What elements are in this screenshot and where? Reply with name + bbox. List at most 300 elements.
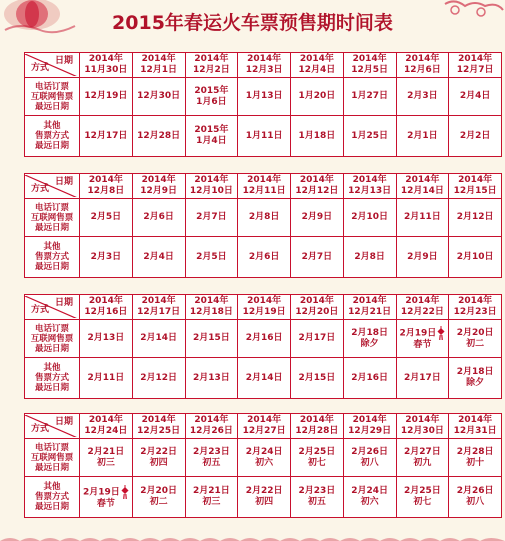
presale-date-cell	[185, 237, 238, 278]
presale-date: 2月17日	[403, 372, 441, 383]
date-header-cell	[238, 295, 291, 320]
lunar-note: 初九	[413, 457, 432, 468]
presale-date: 2月24日	[351, 486, 389, 496]
schedule-table-2	[24, 173, 502, 278]
corner-method-label: 方式	[31, 424, 50, 434]
presale-date-cell	[238, 358, 291, 399]
presale-date-cell	[185, 320, 238, 358]
presale-date: 2015年	[194, 125, 229, 135]
lunar-note: 1月6日	[196, 96, 227, 107]
presale-date-cell	[396, 78, 449, 116]
presale-date: 2月27日	[403, 446, 441, 457]
presale-date-cell	[343, 320, 396, 358]
presale-date: 2月25日	[403, 486, 441, 496]
row-label-line: 电话订票	[34, 202, 69, 213]
presale-date: 2月21日	[192, 486, 230, 496]
row-label-other-methods	[25, 477, 80, 518]
date-day: 12月5日	[351, 65, 389, 75]
row-label-phone-online	[25, 320, 80, 358]
presale-date: 2月6日	[248, 251, 280, 262]
date-day: 12月11日	[242, 186, 286, 196]
presale-date-cell	[396, 237, 449, 278]
presale-date: 1月27日	[351, 91, 389, 101]
date-day: 12月26日	[189, 426, 233, 436]
lunar-note: 初七	[307, 457, 326, 468]
date-header-cell	[80, 53, 133, 78]
presale-date-cell	[80, 358, 133, 399]
presale-date: 2月15日	[298, 372, 336, 383]
date-day: 12月18日	[189, 307, 233, 317]
row-label-line: 最远日期	[34, 343, 69, 354]
presale-date-cell	[132, 358, 185, 399]
date-year: 2014年	[141, 54, 176, 64]
presale-date: 2月18日	[456, 367, 494, 377]
schedule-grid	[24, 413, 502, 518]
date-header-cell	[238, 414, 291, 439]
presale-date: 2月1日	[407, 130, 438, 141]
date-day: 12月2日	[192, 65, 230, 75]
date-year: 2014年	[352, 296, 387, 306]
presale-date-cell	[291, 358, 344, 399]
date-header-cell	[449, 174, 502, 199]
date-day: 12月15日	[453, 186, 497, 196]
row-label-line: 最远日期	[34, 502, 69, 512]
presale-date-cell	[449, 237, 502, 278]
presale-date: 2月25日	[298, 446, 336, 457]
date-header-cell	[396, 295, 449, 320]
date-header-cell	[396, 174, 449, 199]
date-header-cell	[132, 414, 185, 439]
presale-date-cell	[291, 439, 344, 477]
presale-date-cell	[291, 116, 344, 157]
presale-date: 2月14日	[140, 333, 178, 343]
presale-date: 2月26日	[456, 486, 494, 496]
date-header-cell	[396, 53, 449, 78]
presale-date: 1月11日	[245, 130, 283, 141]
schedule-grid	[24, 294, 502, 399]
lunar-note: 初八	[466, 497, 485, 507]
date-header-cell	[343, 414, 396, 439]
date-header-cell	[343, 174, 396, 199]
presale-date-cell	[449, 477, 502, 518]
date-day: 12月23日	[453, 307, 497, 317]
date-day: 12月6日	[403, 65, 441, 75]
presale-date-cell	[343, 78, 396, 116]
presale-date: 12月17日	[84, 130, 128, 141]
date-header-cell	[80, 174, 133, 199]
presale-date: 2月7日	[196, 212, 227, 222]
presale-date: 2月28日	[456, 446, 494, 457]
date-header-cell	[185, 414, 238, 439]
date-day: 12月29日	[348, 426, 392, 436]
row-label-line: 最远日期	[34, 262, 69, 272]
presale-date: 2月14日	[245, 372, 283, 383]
row-label-line: 最远日期	[34, 141, 69, 151]
schedule-table-4	[24, 413, 502, 518]
row-label-line: 最远日期	[34, 383, 69, 393]
row-label-phone-online	[25, 78, 80, 116]
presale-date: 2月7日	[301, 251, 333, 262]
presale-date: 2月22日	[140, 446, 178, 457]
presale-date: 2月18日	[351, 327, 389, 338]
date-year: 2014年	[352, 175, 387, 185]
presale-date-cell	[291, 477, 344, 518]
presale-date-cell	[291, 237, 344, 278]
date-year: 2014年	[88, 415, 123, 425]
row-label-other-methods	[25, 237, 80, 278]
corner-method-label: 方式	[31, 184, 50, 194]
presale-date-cell	[132, 199, 185, 237]
date-day: 12月30日	[400, 426, 444, 436]
date-header-cell	[291, 174, 344, 199]
date-year: 2014年	[458, 175, 493, 185]
presale-date: 2月24日	[245, 446, 283, 457]
date-year: 2014年	[458, 415, 493, 425]
presale-date-cell	[449, 320, 502, 358]
presale-date-cell	[343, 116, 396, 157]
presale-date: 2月16日	[245, 333, 283, 343]
row-label-line: 电话订票	[34, 442, 69, 453]
date-header-cell	[80, 414, 133, 439]
corner-date-label: 日期	[54, 56, 73, 66]
presale-date: 2月17日	[298, 333, 336, 343]
presale-date: 2月2日	[459, 130, 491, 141]
presale-date: 2月6日	[143, 212, 174, 222]
date-day: 12月20日	[295, 307, 339, 317]
date-year: 2014年	[247, 54, 282, 64]
date-header-cell	[291, 295, 344, 320]
date-header-cell	[396, 414, 449, 439]
presale-date-cell	[343, 237, 396, 278]
row-label-other-methods	[25, 116, 80, 157]
presale-date-cell	[185, 116, 238, 157]
date-header-cell	[238, 174, 291, 199]
date-header-cell	[343, 295, 396, 320]
date-year: 2014年	[299, 54, 334, 64]
corner-date-label: 日期	[54, 177, 73, 187]
date-year: 2014年	[352, 54, 387, 64]
presale-date-cell	[185, 78, 238, 116]
presale-date-cell	[185, 199, 238, 237]
presale-date: 2月21日	[87, 446, 125, 457]
lunar-note: 初五	[202, 457, 221, 468]
presale-date: 2月19日	[397, 326, 449, 340]
presale-date-cell	[449, 439, 502, 477]
presale-date: 2月9日	[301, 212, 333, 222]
presale-date-cell	[396, 477, 449, 518]
presale-date-cell	[80, 78, 133, 116]
date-day: 12月8日	[87, 186, 125, 196]
presale-date: 2月11日	[403, 212, 441, 222]
presale-date: 2月11日	[87, 372, 125, 383]
date-day: 12月27日	[242, 426, 286, 436]
row-label-line: 最远日期	[34, 222, 69, 233]
row-label-line: 电话订票	[34, 81, 69, 92]
presale-date: 2月8日	[248, 212, 280, 222]
date-year: 2014年	[88, 54, 123, 64]
lunar-note: 初三	[96, 457, 115, 468]
presale-date: 2月10日	[456, 251, 494, 262]
presale-date: 1月18日	[298, 130, 336, 141]
lunar-note: 1月4日	[196, 136, 227, 146]
presale-date-cell	[396, 199, 449, 237]
date-day: 12月28日	[295, 426, 339, 436]
lunar-note: 初二	[466, 338, 485, 349]
row-label-line: 其他	[43, 242, 61, 252]
lunar-note: 初十	[466, 457, 485, 468]
presale-date-cell	[80, 116, 133, 157]
presale-date-cell	[291, 320, 344, 358]
row-label-line: 最远日期	[34, 462, 69, 473]
presale-date-cell	[132, 237, 185, 278]
presale-date: 2月19日	[80, 485, 132, 499]
row-label-line: 互联网售票	[30, 212, 74, 223]
date-day: 12月31日	[453, 426, 497, 436]
corner-method-label: 方式	[31, 63, 50, 73]
presale-date: 2月4日	[459, 91, 491, 101]
row-label-line: 其他	[43, 121, 61, 131]
row-label-line: 其他	[43, 363, 61, 373]
presale-date-cell	[80, 320, 133, 358]
row-label-line: 最远日期	[34, 101, 69, 112]
schedule-table-3	[24, 294, 502, 399]
date-day: 12月19日	[242, 307, 286, 317]
presale-date-cell	[238, 78, 291, 116]
presale-date-cell	[238, 477, 291, 518]
presale-date-cell	[343, 439, 396, 477]
presale-date-cell	[449, 199, 502, 237]
lunar-note: 除夕	[466, 378, 485, 388]
date-year: 2014年	[141, 296, 176, 306]
date-year: 2014年	[194, 54, 229, 64]
presale-date: 2月15日	[192, 333, 230, 343]
presale-date-cell	[343, 477, 396, 518]
presale-date-cell	[132, 477, 185, 518]
lunar-note: 初八	[360, 457, 379, 468]
presale-date-cell	[396, 358, 449, 399]
corner-date-label: 日期	[54, 298, 73, 308]
date-year: 2014年	[194, 415, 229, 425]
row-label-line: 互联网售票	[30, 91, 74, 102]
date-year: 2014年	[299, 415, 334, 425]
lunar-note: 初七	[413, 497, 432, 507]
date-day: 12月9日	[140, 186, 178, 196]
date-header-cell	[291, 53, 344, 78]
date-year: 2014年	[405, 415, 440, 425]
chinese-knot-icon	[121, 485, 129, 499]
presale-date-cell	[80, 199, 133, 237]
lunar-note: 初六	[255, 457, 274, 468]
presale-date-cell	[291, 199, 344, 237]
presale-date-cell	[238, 439, 291, 477]
row-label-line: 售票方式	[34, 492, 69, 502]
row-label-line: 其他	[43, 482, 61, 492]
date-header-cell	[449, 295, 502, 320]
presale-date: 2月9日	[407, 251, 438, 262]
date-year: 2014年	[458, 54, 493, 64]
date-header-cell	[449, 414, 502, 439]
presale-date: 2月23日	[192, 446, 230, 457]
presale-date: 1月20日	[298, 91, 336, 101]
date-day: 12月25日	[137, 426, 181, 436]
corner-date-label: 日期	[54, 417, 73, 427]
date-day: 12月14日	[400, 186, 444, 196]
corner-method-label: 方式	[31, 305, 50, 315]
lunar-note: 初四	[149, 457, 168, 468]
lunar-note: 除夕	[360, 338, 379, 349]
presale-date: 2015年	[194, 85, 229, 96]
bottom-border-decoration	[0, 535, 505, 541]
date-day: 12月17日	[137, 307, 181, 317]
row-label-line: 电话订票	[34, 323, 69, 334]
presale-date: 1月25日	[351, 130, 389, 141]
presale-date-cell	[343, 358, 396, 399]
presale-date-cell	[449, 116, 502, 157]
date-day: 12月24日	[84, 426, 128, 436]
date-header-cell	[80, 295, 133, 320]
schedule-table-1	[24, 52, 502, 157]
presale-date-cell	[238, 320, 291, 358]
presale-date: 2月12日	[140, 372, 178, 383]
presale-date-cell	[132, 78, 185, 116]
date-day: 12月22日	[400, 307, 444, 317]
date-header-cell	[238, 53, 291, 78]
date-day: 12月1日	[140, 65, 178, 75]
presale-date: 12月28日	[137, 130, 181, 141]
presale-date-cell	[185, 477, 238, 518]
presale-date: 2月22日	[245, 486, 283, 496]
date-year: 2014年	[141, 415, 176, 425]
date-header-cell	[185, 174, 238, 199]
date-day: 12月16日	[84, 307, 128, 317]
presale-date: 2月10日	[351, 212, 389, 222]
date-year: 2014年	[405, 54, 440, 64]
presale-date: 2月26日	[351, 446, 389, 457]
date-year: 2014年	[247, 296, 282, 306]
date-header-cell	[185, 295, 238, 320]
lunar-note: 初三	[202, 497, 221, 507]
date-day: 12月4日	[298, 65, 336, 75]
presale-date: 2月13日	[87, 333, 125, 343]
date-day: 12月13日	[348, 186, 392, 196]
presale-date-cell	[396, 439, 449, 477]
date-day: 12月3日	[245, 65, 283, 75]
presale-date-cell	[132, 439, 185, 477]
corner-header	[25, 174, 80, 199]
presale-date-cell	[238, 116, 291, 157]
lunar-note: 初二	[149, 497, 168, 507]
presale-date: 2月3日	[407, 91, 438, 101]
presale-date-cell	[343, 199, 396, 237]
date-year: 2014年	[194, 175, 229, 185]
lunar-note: 初五	[307, 497, 326, 507]
date-year: 2014年	[88, 296, 123, 306]
date-year: 2014年	[88, 175, 123, 185]
date-year: 2014年	[299, 296, 334, 306]
presale-date: 12月30日	[137, 91, 181, 101]
presale-date-cell	[80, 439, 133, 477]
date-day: 12月7日	[456, 65, 494, 75]
presale-date-cell	[449, 358, 502, 399]
corner-header	[25, 53, 80, 78]
schedule-grid	[24, 173, 502, 278]
presale-date-cell	[396, 116, 449, 157]
date-year: 2014年	[247, 175, 282, 185]
date-day: 11月30日	[84, 65, 128, 75]
presale-date: 2月16日	[351, 372, 389, 383]
presale-date: 12月19日	[84, 91, 128, 101]
presale-date: 2月12日	[456, 212, 494, 222]
date-header-cell	[343, 53, 396, 78]
lunar-note: 初四	[255, 497, 274, 507]
presale-date: 2月4日	[143, 251, 174, 262]
row-label-line: 互联网售票	[30, 452, 74, 463]
date-year: 2014年	[352, 415, 387, 425]
presale-date-cell	[238, 199, 291, 237]
row-label-line: 售票方式	[34, 252, 69, 262]
presale-date: 2月20日	[456, 327, 494, 338]
presale-date-cell	[80, 237, 133, 278]
date-year: 2014年	[405, 296, 440, 306]
date-day: 12月21日	[348, 307, 392, 317]
date-year: 2014年	[194, 296, 229, 306]
corner-header	[25, 414, 80, 439]
presale-date: 2月20日	[140, 486, 178, 496]
row-label-phone-online	[25, 439, 80, 477]
date-header-cell	[185, 53, 238, 78]
date-day: 12月10日	[189, 186, 233, 196]
date-year: 2014年	[299, 175, 334, 185]
lunar-note: 初六	[360, 497, 379, 507]
presale-date: 2月13日	[192, 372, 230, 383]
presale-date-cell	[132, 116, 185, 157]
date-header-cell	[291, 414, 344, 439]
presale-date-cell	[238, 237, 291, 278]
date-year: 2014年	[247, 415, 282, 425]
date-header-cell	[132, 174, 185, 199]
presale-date: 2月3日	[90, 251, 122, 262]
date-header-cell	[132, 295, 185, 320]
schedule-grid	[24, 52, 502, 157]
date-year: 2014年	[458, 296, 493, 306]
row-label-line: 售票方式	[34, 373, 69, 383]
presale-date-cell	[185, 358, 238, 399]
presale-date-cell	[80, 477, 133, 518]
presale-date: 1月13日	[245, 91, 283, 101]
page-title: 2015年春运火车票预售期时间表	[112, 12, 393, 34]
presale-date: 2月5日	[90, 212, 122, 222]
row-label-line: 互联网售票	[30, 333, 74, 344]
lunar-note: 春节	[96, 498, 115, 509]
presale-date-cell	[449, 78, 502, 116]
date-header-cell	[132, 53, 185, 78]
presale-date: 2月8日	[354, 251, 385, 262]
date-day: 12月12日	[295, 186, 339, 196]
presale-date-cell	[291, 78, 344, 116]
date-header-cell	[449, 53, 502, 78]
row-label-line: 售票方式	[34, 131, 69, 141]
presale-date: 2月5日	[196, 251, 227, 262]
presale-date-cell	[396, 320, 449, 358]
corner-header	[25, 295, 80, 320]
row-label-phone-online	[25, 199, 80, 237]
presale-date-cell	[185, 439, 238, 477]
chinese-knot-icon	[437, 326, 445, 340]
date-year: 2014年	[141, 175, 176, 185]
presale-date: 2月23日	[298, 486, 336, 496]
lunar-note: 春节	[413, 340, 432, 350]
date-year: 2014年	[405, 175, 440, 185]
